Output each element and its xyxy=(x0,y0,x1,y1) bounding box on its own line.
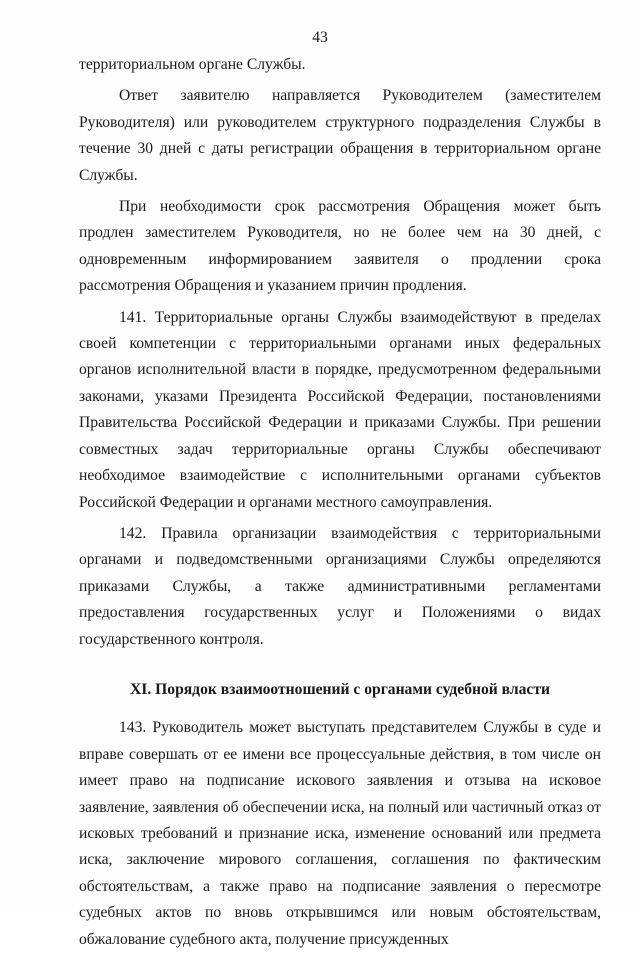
paragraph-extension: При необходимости срок рассмотрения Обращения может быть продлен заместителем Руководителя, но не более чем на 30 дней, с одновременным информированием заявителя о продлении срока рассмотрения Обращения и указанием причин продления. xyxy=(79,198,601,295)
paragraph-response: Ответ заявителю направляется Руководителем (заместителем Руководителя) или руководителем структурного подразделения Службы в течение 30 дней с даты регистрации обращения в территориальном органе Службы. xyxy=(79,87,601,184)
paragraph-141: 141. Территориальные органы Службы взаимодействуют в пределах своей компетенции с территориальными органами иных федеральных органов исполнительной власти в порядке, предусмотренном федеральными законами, указами Президента Российской Федерации, постановлениями Правительства Российской Федерации и приказами Службы. При решении совместных задач территориальные органы Службы обеспечивают необходимое взаимодействие с исполнительными органами субъектов Российской Федерации и органами местного самоуправления. xyxy=(79,308,601,511)
page-number: 43 xyxy=(312,29,328,46)
paragraph-continuation: территориальном органе Службы. xyxy=(79,56,306,73)
paragraph-142: 142. Правила организации взаимодействия с территориальными органами и подведомственными организациями Службы определяются приказами Службы, а также административными регламентами предоставления государственных услуг и Положениями о видах государственного контроля. xyxy=(79,524,601,648)
document-body xyxy=(79,52,601,953)
paragraph-143: 143. Руководитель может выступать представителем Службы в суде и вправе совершать от ее имени все процессуальные действия, в том числе он имеет право на подписание искового заявления и отзыва на исковое заявление, заявления об обеспечении иска, на полный или частичный отказ от исковых требований и признание иска, изменение оснований или предмета иска, заключение мирового соглашения, соглашения по фактическим обстоятельствам, а также право на подписание заявления о пересмотре судебных актов по вновь открывшимся или новым обстоятельствам, обжалование судебного акта, получение присужденных xyxy=(79,719,601,948)
section-heading: XI. Порядок взаимоотношений с органами судебной власти xyxy=(130,680,550,698)
